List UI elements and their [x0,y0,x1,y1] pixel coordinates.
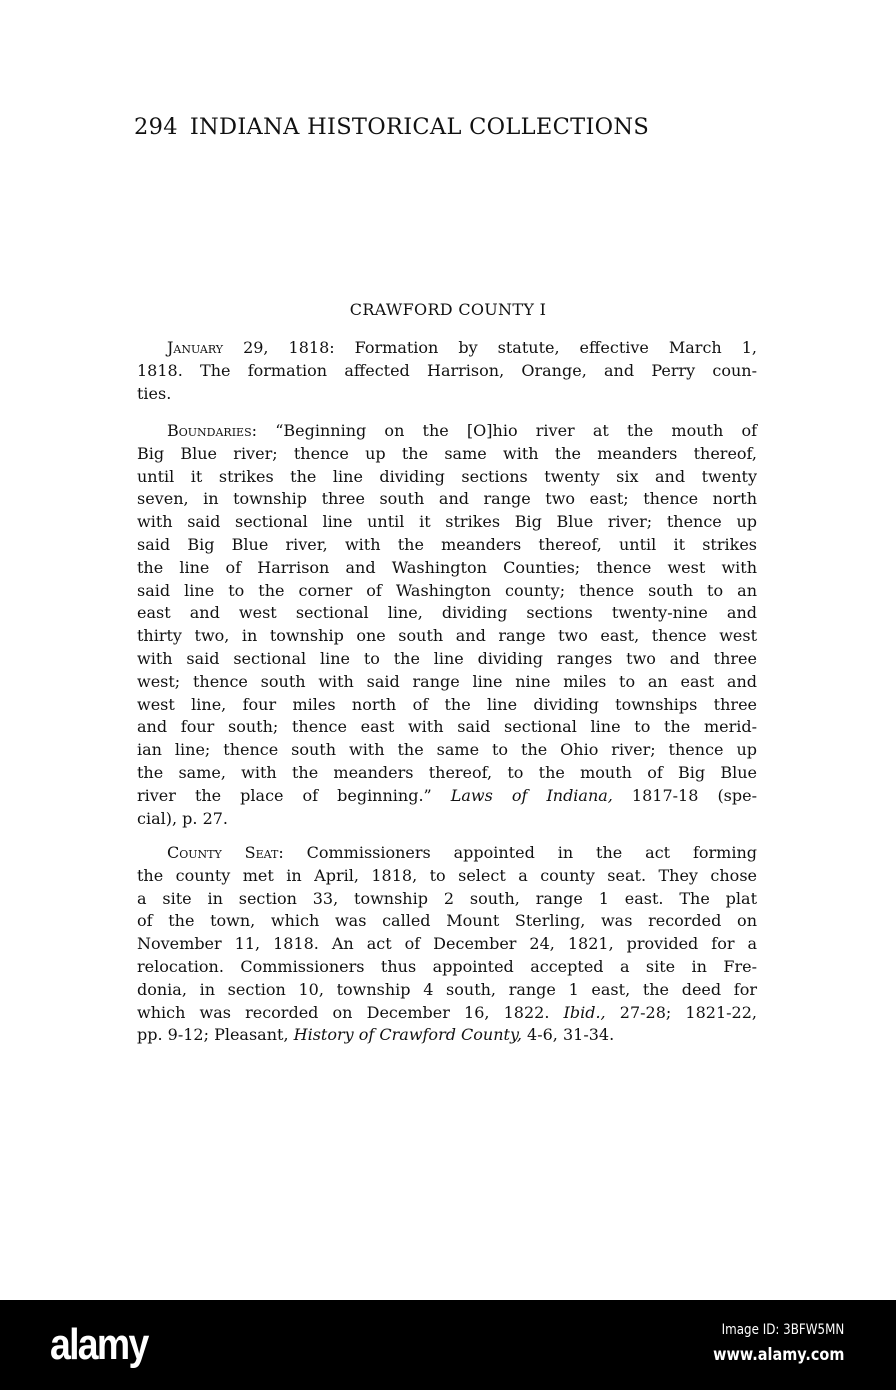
text-line: which was recorded on December 16, 1822. Ibid., 27-28; 1821-22, [137,1002,757,1022]
text-line: west; thence south with said range line nine miles to an east and [137,671,757,691]
text-line: County Seat: Commissioners appointed in the act forming [167,843,758,862]
image-id: Image ID: 3BFW5MN [721,1322,844,1338]
site-url: www.alamy.com [712,1345,844,1365]
citation-title: Laws of Indiana, [450,785,613,805]
text-line: the county met in April, 1818, to select a county seat. They chose [137,865,757,885]
running-title: INDIANA HISTORICAL COLLECTIONS [189,114,650,140]
section-title: CRAWFORD COUNTY I [349,300,547,319]
page-number: 294 [134,114,178,140]
text-line: said line to the corner of Washington county; thence south to an [137,580,757,600]
text-line: relocation. Commissioners thus appointed accepted a site in Fre- [137,956,757,976]
text-line: with said sectional line to the line dividing ranges two and three [137,648,757,668]
running-header [134,114,649,140]
text-line: November 11, 1818. An act of December 24, 1821, provided for a [137,934,757,954]
paragraph-formation [137,337,757,405]
text-line: Boundaries: “Beginning on the [O]hio river at the mouth of [167,421,757,440]
lead-formation: January 29, 1818: [167,338,335,357]
lead-county-seat: County Seat: [167,843,284,862]
text-line: pp. 9-12; Pleasant, History of Crawford County, 4-6, 31-34. [137,1025,615,1045]
text-line: ian line; thence south with the same to the Ohio river; thence up [137,740,757,760]
text-line: 1818. The formation affected Harrison, Orange, and Perry coun- [137,360,757,380]
text-line: Big Blue river; thence up the same with the meanders thereof, [137,443,757,463]
citation-title: History of Crawford County, [293,1025,522,1045]
paragraph-boundaries [137,420,757,830]
text-line: of the town, which was called Mount Sterling, was recorded on [137,911,757,931]
citation-ibid: Ibid., [563,1002,606,1022]
lead-boundaries: Boundaries: [167,421,258,440]
text-line: until it strikes the line dividing sections twenty six and twenty [137,466,757,486]
text-line: thirty two, in township one south and range two east, thence west [137,626,757,646]
text-line: with said sectional line until it strikes Big Blue river; thence up [137,512,757,532]
text-line: the same, with the meanders thereof, to the mouth of Big Blue [137,762,757,782]
text-line: January 29, 1818: Formation by statute, effective March 1, [167,338,757,357]
paragraph-county-seat [137,842,757,1047]
text-line: said Big Blue river, with the meanders thereof, until it strikes [137,534,757,554]
text-line: donia, in section 10, township 4 south, range 1 east, the deed for [137,979,757,999]
text-line: seven, in township three south and range two east; thence north [137,489,757,509]
text-line: river the place of beginning.” Laws of Indiana, 1817-18 (spe- [137,785,758,805]
text-line: west line, four miles north of the line dividing townships three [137,694,757,714]
watermark-bar [0,1300,896,1390]
text-line: and four south; thence east with said sectional line to the merid- [137,717,757,737]
alamy-logo: alamy [50,1320,148,1369]
text-line: cial), p. 27. [137,808,229,828]
text-line: the line of Harrison and Washington Counties; thence west with [137,557,757,577]
text-line: east and west sectional line, dividing sections twenty-nine and [137,603,757,623]
text-line: ties. [137,383,172,403]
text-line: a site in section 33, township 2 south, range 1 east. The plat [137,888,757,908]
